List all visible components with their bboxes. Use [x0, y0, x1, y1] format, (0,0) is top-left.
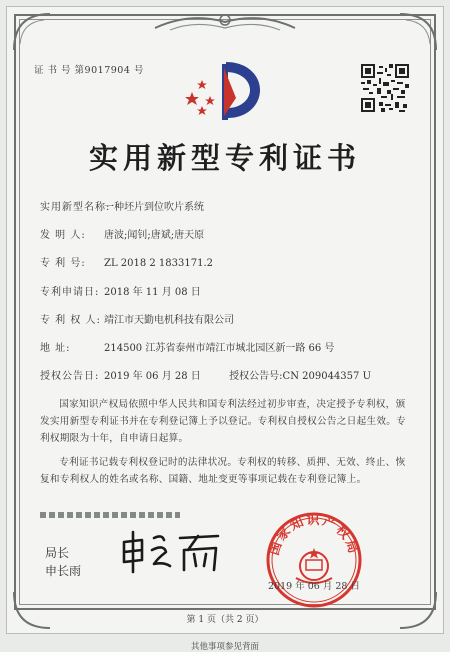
- official-seal: [262, 508, 366, 608]
- grant-paragraph: 国家知识产权局依照中华人民共和国专利法经过初步审查，决定授予专利权，颁发实用新型专利证书并在专利登记簿上予以登记。专利权自授权公告之日起生效。专利权期限为十年，自申请日起算。: [40, 399, 407, 444]
- corner-ornament-top-right: [396, 10, 440, 54]
- qr-code: [361, 64, 409, 112]
- field-label: 专利申请日:: [40, 287, 100, 298]
- field-value: ZL 2018 2 1833171.2: [104, 258, 214, 269]
- seal-date: 2019 年 06 月 28 日: [268, 581, 360, 592]
- field-value: 唐波;闻钊;唐斌;唐天原: [104, 230, 205, 241]
- page-number: 第 1 页（共 2 页）: [186, 615, 264, 625]
- corner-ornament-bottom-right: [396, 588, 440, 632]
- field-patent-number: [40, 254, 213, 269]
- corner-ornament-bottom-left: [10, 588, 54, 632]
- svg-text:国家知识产权局: 国家知识产权局: [266, 513, 362, 558]
- field-address: [40, 339, 334, 354]
- field-value: 靖江市天勤电机科技有限公司: [104, 315, 234, 326]
- certificate-number: 证 书 号 第9017904 号: [34, 65, 144, 76]
- cnipa-logo: [178, 58, 270, 124]
- field-label: 授权公告日:: [40, 371, 100, 382]
- field-value: 214500 江苏省泰州市靖江市城北园区新一路 66 号: [104, 343, 335, 354]
- legal-status-paragraph: 专利证书记载专利权登记时的法律状况。专利权的转移、质押、无效、终止、恢复和专利权人的姓名或名称、国籍、地址变更等事项记载在专利登记簿上。: [40, 457, 406, 485]
- field-filing-date: [40, 283, 201, 298]
- director-signature: [118, 528, 228, 576]
- field-utility-model-name: [40, 198, 204, 213]
- field-inventors: [40, 226, 204, 241]
- field-value: 一种坯片到位吹片系统: [104, 202, 204, 213]
- certificate-title: 实用新型专利证书: [88, 141, 361, 175]
- director-name: 申长雨: [45, 564, 82, 578]
- footer-note: 其他事项参见背面: [190, 642, 259, 652]
- corner-ornament-top-left: [10, 10, 54, 54]
- field-value: 2018 年 11 月 08 日: [104, 287, 201, 298]
- field-value: CN 209044357 U: [282, 371, 371, 382]
- director-title: 局长: [45, 546, 70, 560]
- field-label: 实用新型名称:: [40, 202, 111, 213]
- field-label: 专 利 号:: [40, 258, 86, 269]
- field-label: 专 利 权 人:: [40, 315, 101, 326]
- divider: [40, 512, 180, 518]
- field-label: 地 址:: [40, 343, 71, 354]
- field-label: 发 明 人:: [40, 230, 86, 241]
- top-ornament: [150, 10, 300, 36]
- field-patentee: [40, 311, 234, 326]
- field-label: 授权公告号:: [229, 371, 283, 382]
- field-announcement: [40, 367, 371, 382]
- field-value: 2019 年 06 月 28 日: [104, 371, 201, 382]
